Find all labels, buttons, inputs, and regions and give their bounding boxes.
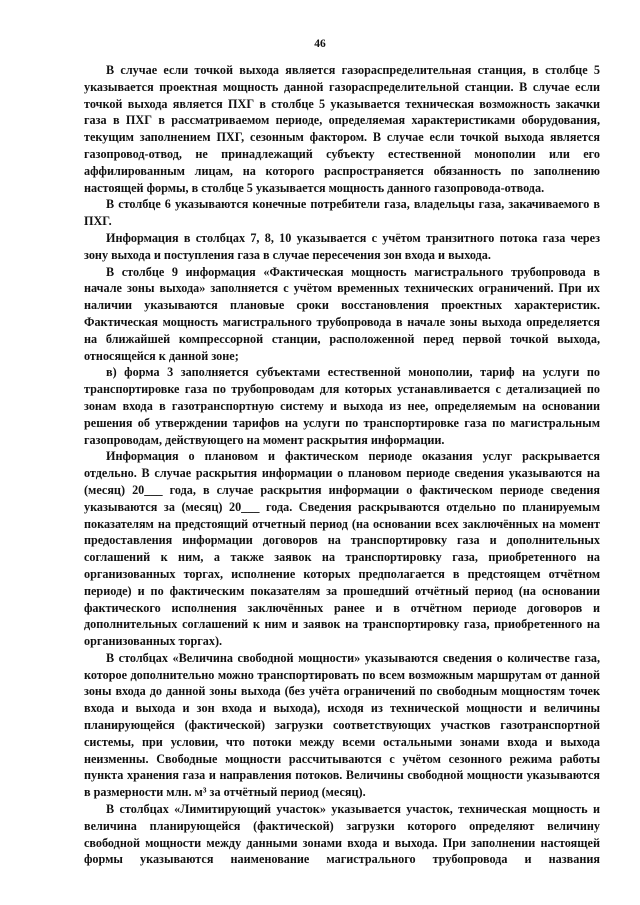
paragraph-gds-phg-outlet-capacity: В случае если точкой выхода является газораспределительная станция, в столбце 5 указывается проектная мощность данной газораспределительной станции. В случае если точкой выхода является ПХГ в столбце 5 указывается техническая возможность закачки газа в ПХГ в рассматриваемом периоде, определяемая характеристиками оборудования, текущим заполнением ПХГ, сезонным фактором. В случае если точкой выхода является газопровод-отвод, не принадлежащий субъекту естественной монополии или его аффилированным лицам, на которого распространяется обязанность по заполнению настоящей формы, в столбце 5 указывается мощность данного газопровода-отвода.: [84, 63, 600, 195]
paragraph-columns-7-8-10: Информация в столбцах 7, 8, 10 указывается с учётом транзитного потока газа через зону выхода и поступления газа в случае пересечения зон входа и выхода.: [84, 230, 600, 262]
paragraph-column-9: В столбце 9 информация «Фактическая мощность магистрального трубопровода в начале зоны выхода» заполняется с учётом временных технических ограничений. При их наличии указываются плановые сроки восстановления проектных характеристик. Фактическая мощность магистрального трубопровода в начале зоны выхода определяется на ближайшей компрессорной станции, расположенной перед первой точкой выхода, относящейся к данной зоне;: [84, 264, 600, 363]
paragraph-free-capacity: В столбцах «Величина свободной мощности» указываются сведения о количестве газа, которое дополнительно можно транспортировать по всем возможным маршрутам от данной зоны входа до данной зоны выхода (без учёта ограничений по свободным мощностям точек входа и выхода и зон входа и выхода), исходя из технической мощности и величины планирующейся (фактической) загрузки соответствующих участков газотранспортной системы, при условии, что потоки между всеми остальными зонами входа и выхода неизменны. Свободные мощности рассчитываются с учётом сезонного режима работы пункта хранения газа и направления потоков. Величины свободной мощности указываются в размерности млн. м³ за отчётный период (месяц).: [84, 650, 600, 800]
paragraph-limiting-section: В столбцах «Лимитирующий участок» указывается участок, техническая мощность и величина планирующейся (фактической) загрузки которого определяют величину свободной мощности между данными зонами входа и выхода. При заполнении настоящей формы указываются наименование магистрального трубопровода и названия: [84, 802, 600, 867]
page-number: 46: [314, 38, 326, 50]
paragraph-column-6: В столбце 6 указываются конечные потребители газа, владельцы газа, закачиваемого в ПХГ.: [84, 197, 600, 229]
document-body: [84, 62, 600, 868]
paragraph-form-3: в) форма 3 заполняется субъектами естественной монополии, тариф на услуги по транспортировке газа по трубопроводам для которых устанавливается с детализацией по зонам входа в газотранспортную систему и выхода из нее, определяемым на основании решения об утверждении тарифов на услуги по транспортировке газа по магистральным газопроводам, действующего на момент раскрытия информации.: [84, 365, 600, 447]
paragraph-planned-actual-period: Информация о плановом и фактическом периоде оказания услуг раскрывается отдельно. В случае раскрытия информации о плановом периоде сведения указываются на (месяц) 20___ года, в случае раскрытия информации о фактическом периоде сведения указываются за (месяц) 20___ года. Сведения раскрываются отдельно по планируемым показателям на предстоящий отчетный период (на основании всех заключённых на момент предоставления информации договоров на транспортировку газа и дополнительных соглашений к ним, а также заявок на транспортировку газа, приобретенного на организованных торгах, исполнение которых предполагается в предстоящем отчётном периоде) и по фактическим показателям за прошедший отчётный период (на основании фактического исполнения заключённых ранее и в отчётном периоде договоров и дополнительных соглашений к ним и заявок на транспортировку газа, приобретенного на организованных торгах).: [84, 449, 600, 649]
